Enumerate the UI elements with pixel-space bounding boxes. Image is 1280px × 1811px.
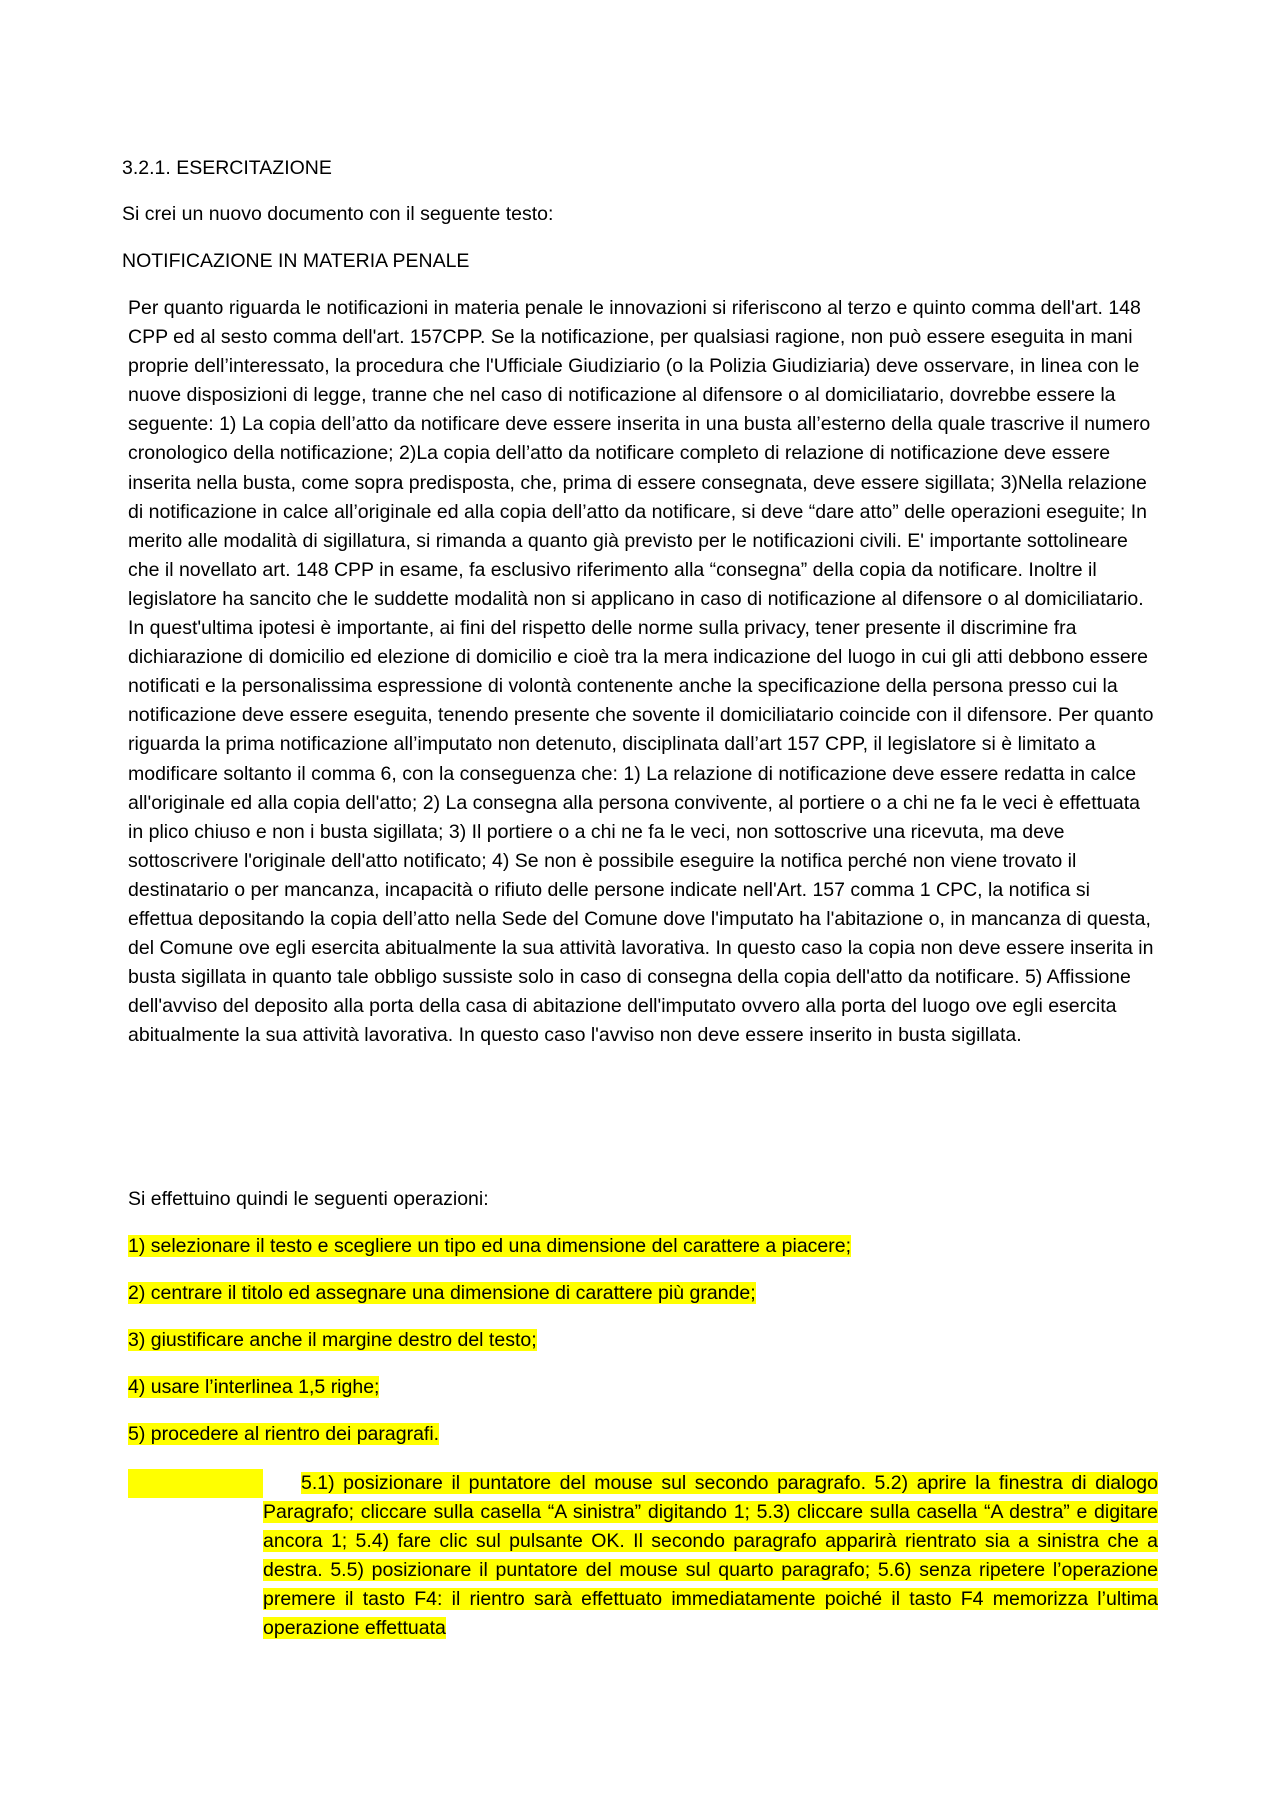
operation-item-1-text: 1) selezionare il testo e scegliere un tipo ed una dimensione del carattere a piacere; (128, 1235, 852, 1257)
sub-operations-text: 5.1) posizionare il puntatore del mouse sul secondo paragrafo. 5.2) aprire la finestra di dialogo Paragrafo; cliccare sulla casella “A sinistra” digitando 1; 5.3) cliccare sulla casella “A destra” e digitare ancora 1; 5.4) fare clic sul pulsante OK. Il secondo paragrafo apparirà rientrato sia a sinistra che a destra. 5.5) posizionare il puntatore del mouse sul quarto paragrafo; 5.6) senza ripetere l’operazione premere il tasto F4: il rientro sarà effettuato immediatamente poiché il tasto F4 memorizza l’ultima operazione effettuata (263, 1472, 1158, 1640)
operations-intro: Si effettuino quindi le seguenti operazioni: (128, 1188, 489, 1210)
operation-item-1 (128, 1234, 851, 1258)
body-paragraph: Per quanto riguarda le notificazioni in materia penale le innovazioni si riferiscono al terzo e quinto comma dell'art. 148 CPP ed al sesto comma dell'art. 157CPP. Se la notificazione, per qualsiasi ragione, non può essere eseguita in mani proprie dell’interessato, la procedura che l'Ufficiale Giudiziario (o la Polizia Giudiziaria) deve osservare, in linea con le nuove disposizioni di legge, tranne che nel caso di notificazione al difensore o al domiciliatario, dovrebbe essere la seguente: 1) La copia dell’atto da notificare deve essere inserita in una busta all’esterno della quale trascrive il numero cronologico della notificazione; 2)La copia dell’atto da notificare completo di relazione di notificazione deve essere inserita nella busta, come sopra predisposta, che, prima di essere consegnata, deve essere sigillata; 3)Nella relazione di notificazione in calce all’originale ed alla copia dell’atto da notificare, si deve “dare atto” delle operazioni eseguite; In merito alle modalità di sigillatura, si rimanda a quanto già previsto per le notificazioni civili. E' importante sottolineare che il novellato art. 148 CPP in esame, fa esclusivo riferimento alla “consegna” della copia da notificare. Inoltre il legislatore ha sancito che le suddette modalità non si applicano in caso di notificazione al difensore o al domiciliatario. In quest'ultima ipotesi è importante, ai fini del rispetto delle norme sulla privacy, tener presente il discrimine fra dichiarazione di domicilio ed elezione di domicilio e cioè tra la mera indicazione del luogo in cui gli atti debbono essere notificati e la personalissima espressione di volontà contenente anche la specificazione della persona presso cui la notificazione deve essere eseguita, tenendo presente che sovente il domiciliatario coincide con il difensore. Per quanto riguarda la prima notificazione all’imputato non detenuto, disciplinata dall’art 157 CPP, il legislatore si è limitato a modificare soltanto il comma 6, con la conseguenza che: 1) La relazione di notificazione deve essere redatta in calce all'originale ed alla copia dell'atto; 2) La consegna alla persona convivente, al portiere o a chi ne fa le veci è effettuata in plico chiuso e non i busta sigillata; 3) Il portiere o a chi ne fa le veci, non sottoscrive una ricevuta, ma deve sottoscrivere l'originale dell'atto notificato; 4) Se non è possibile eseguire la notifica perché non viene trovato il destinatario o per mancanza, incapacità o rifiuto delle persone indicate nell'Art. 157 comma 1 CPC, la notifica si effettua depositando la copia dell’atto nella Sede del Comune dove l'imputato ha l'abitazione o, in mancanza di questa, del Comune ove egli esercita abitualmente la sua attività lavorativa. In questo caso la copia non deve essere inserita in busta sigillata in quanto tale obbligo sussiste solo in caso di consegna della copia dell'atto da notificare. 5) Affissione dell'avviso del deposito alla porta della casa di abitazione dell'imputato ovvero alla porta del luogo ove egli esercita abitualmente la sua attività lavorativa. In questo caso l'avviso non deve essere inserito in busta sigillata. (128, 297, 1154, 1047)
operation-item-2 (128, 1281, 756, 1305)
instruction-text: Si crei un nuovo documento con il seguente testo: (122, 203, 554, 225)
sub-operations-paragraph (263, 1469, 1158, 1644)
operation-item-4 (128, 1375, 379, 1399)
operation-item-4-text: 4) usare l’interlinea 1,5 righe; (128, 1376, 380, 1398)
operation-item-3 (128, 1328, 537, 1352)
operation-item-5-text: 5) procedere al rientro dei paragrafi. (128, 1423, 440, 1445)
section-heading: 3.2.1. ESERCITAZIONE (122, 157, 332, 179)
operation-item-5 (128, 1422, 439, 1446)
highlight-lead (128, 1469, 263, 1498)
document-title: NOTIFICAZIONE IN MATERIA PENALE (122, 250, 470, 272)
operation-item-2-text: 2) centrare il titolo ed assegnare una dimensione di carattere più grande; (128, 1282, 756, 1304)
operation-item-3-text: 3) giustificare anche il margine destro del testo; (128, 1329, 537, 1351)
